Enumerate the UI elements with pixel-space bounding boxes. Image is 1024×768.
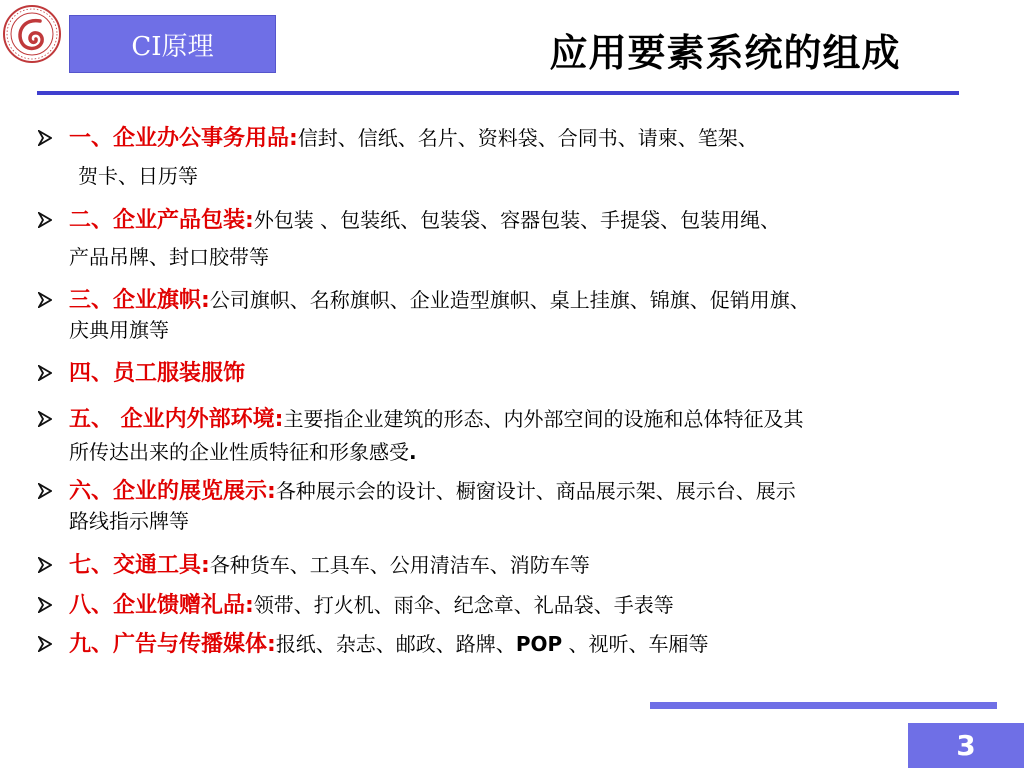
arrow-bullet-icon bbox=[38, 557, 52, 573]
item-body: 报纸、杂志、邮政、路牌、 bbox=[275, 632, 516, 656]
page-number: 3 bbox=[908, 723, 1024, 768]
item-heading: 一、企业办公事务用品: bbox=[69, 126, 298, 151]
arrow-bullet-icon bbox=[38, 292, 52, 308]
item-continuation: 路线指示牌等 bbox=[69, 509, 189, 533]
item-body-tail: 、视听、车厢等 bbox=[562, 632, 709, 656]
item-body: 各种展示会的设计、橱窗设计、商品展示架、展示台、展示 bbox=[275, 479, 796, 503]
item-continuation: 贺卡、日历等 bbox=[78, 164, 198, 188]
item-heading: 九、广告与传播媒体: bbox=[69, 632, 276, 657]
arrow-bullet-icon bbox=[38, 365, 52, 381]
footer-divider bbox=[650, 702, 997, 709]
arrow-bullet-icon bbox=[38, 212, 52, 228]
item-heading: 八、企业馈赠礼品: bbox=[69, 593, 254, 618]
item-body: 信封、信纸、名片、资料袋、合同书、请柬、笔架、 bbox=[297, 126, 758, 150]
item-heading: 四、员工服装服饰 bbox=[69, 361, 246, 386]
item-body: 外包装 、包装纸、包装袋、容器包装、手提袋、包装用绳、 bbox=[253, 208, 781, 232]
item-heading: 三、企业旗帜: bbox=[69, 288, 210, 313]
course-badge: CI原理 bbox=[69, 15, 276, 73]
item-body: 领带、打火机、雨伞、纪念章、礼品袋、手表等 bbox=[253, 593, 674, 617]
arrow-bullet-icon bbox=[38, 130, 52, 146]
arrow-bullet-icon bbox=[38, 636, 52, 652]
arrow-bullet-icon bbox=[38, 483, 52, 499]
item-continuation: 所传达出来的企业性质特征和形象感受 bbox=[69, 440, 409, 464]
arrow-bullet-icon bbox=[38, 411, 52, 427]
item-heading: 七、交通工具: bbox=[69, 553, 210, 578]
item-body-bold: POP bbox=[515, 632, 563, 656]
item-heading: 五、 企业内外部环境: bbox=[69, 407, 284, 432]
item-heading: 六、企业的展览展示: bbox=[69, 479, 276, 504]
slide-title: 应用要素系统的组成 bbox=[549, 31, 901, 75]
item-continuation: 庆典用旗等 bbox=[69, 318, 169, 342]
item-body: 主要指企业建筑的形态、内外部空间的设施和总体特征及其 bbox=[283, 407, 804, 431]
arrow-bullet-icon bbox=[38, 597, 52, 613]
item-continuation: 产品吊牌、封口胶带等 bbox=[69, 245, 269, 269]
item-body: 各种货车、工具车、公用清洁车、消防车等 bbox=[209, 553, 590, 577]
item-body: 公司旗帜、名称旗帜、企业造型旗帜、桌上挂旗、锦旗、促销用旗、 bbox=[209, 288, 810, 312]
item-continuation-tail: . bbox=[409, 440, 417, 464]
item-heading: 二、企业产品包装: bbox=[69, 208, 254, 233]
